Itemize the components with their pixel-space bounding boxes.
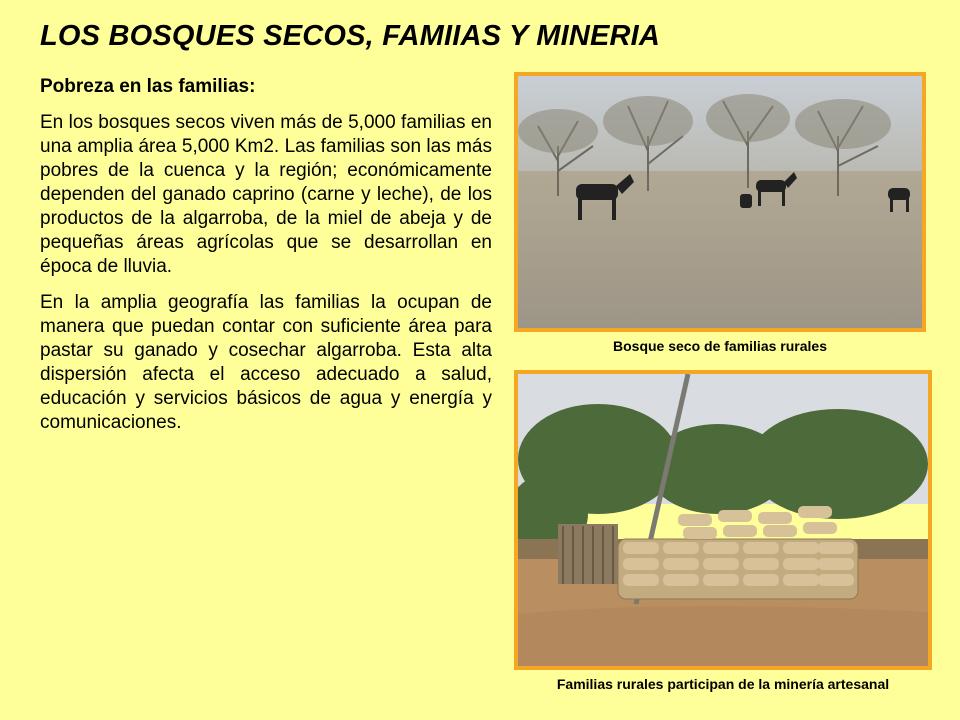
dry-forest-goats-photo [514, 72, 926, 332]
photo-caption-1: Bosque seco de familias rurales [613, 338, 827, 354]
slide-title: LOS BOSQUES SECOS, FAMIIAS Y MINERIA [40, 20, 661, 52]
subheading: Pobreza en las familias: [40, 76, 256, 97]
sacks-mining-photo [514, 370, 932, 670]
text-column [40, 75, 492, 447]
paragraph-2: En la amplia geografía las familias la ocupan de manera que puedan contar con suficiente área para pastar su ganado y cosechar algarroba. Esta alta dispersión afecta el acceso adecuado a salud, educación y servicios básicos de agua y energía y comunicaciones. [40, 292, 492, 433]
photo-caption-2: Familias rurales participan de la minería artesanal [556, 676, 890, 692]
paragraph-1: En los bosques secos viven más de 5,000 familias en una amplia área 5,000 Km2. Las familias son las más pobres de la cuenca y la región; económicamente dependen del ganado caprino (carne y leche), de los productos de la algarroba, de la miel de abeja y de pequeñas áreas agrícolas que se desarrollan en época de lluvia. [40, 112, 492, 277]
